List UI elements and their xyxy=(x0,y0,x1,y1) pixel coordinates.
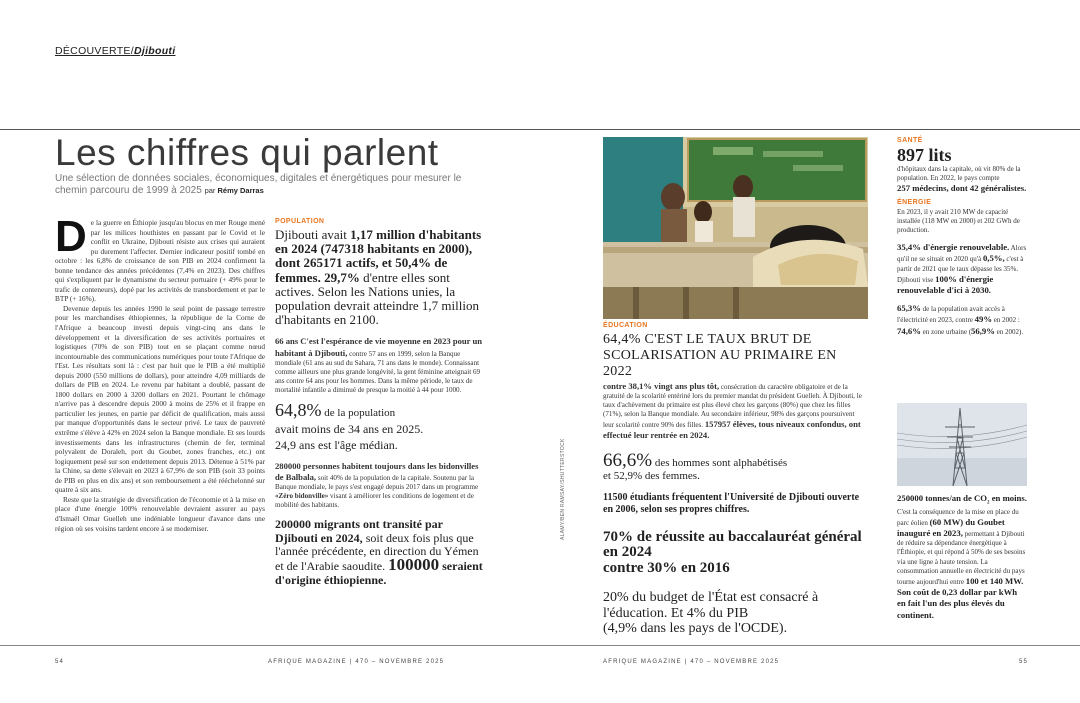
mig-bold-a: 200000 migrants ont transité par Djibouti en 2024, xyxy=(275,517,443,545)
photo-credit: ALAMY/BEN RAMSAY/SHUTTERSTOCK xyxy=(560,438,566,540)
slum-text-a: soit 40% de la population de la capitale. Soutenu par la Banque mondiale, le pays s'est engagé depuis 2017 dans un programme xyxy=(275,474,479,492)
literacy-a: des hommes sont alphabétisés xyxy=(652,456,788,469)
magazine-footer-left: AFRIQUE MAGAZINE | 470 – NOVEMBRE 2025 xyxy=(268,659,445,665)
budget-a: 20% du budget de l'État est consacré à l'éducation. Et 4% du PIB xyxy=(603,590,819,621)
education-tag: ÉDUCATION xyxy=(603,322,648,329)
energie-p2-bold-b: 100% d'énergie renouvelable d'ici à 2030. xyxy=(897,273,994,295)
classroom-photo-illustration xyxy=(603,137,868,319)
education-text xyxy=(603,381,865,442)
literacy-num: 66,6% xyxy=(603,449,653,471)
edu-bold-a: contre 38,1% vingt ans plus tôt, xyxy=(603,381,720,391)
co2-bold-d: 100 et 140 MW. xyxy=(965,576,1024,587)
rubrique-main: DÉCOUVERTE xyxy=(55,45,131,57)
co2-bold-c: (60 MW) du Goubet inauguré en 2023, xyxy=(897,516,1005,538)
migrants-block xyxy=(275,518,485,586)
rubrique-sub: Djibouti xyxy=(133,45,176,57)
edu-bold-b: 157957 élèves, tous niveaux confondus, ont effectué leur rentrée en 2024. xyxy=(603,419,861,441)
bac-b: contre 30% en 2016 xyxy=(603,559,730,576)
co2-sub: 2 xyxy=(987,500,990,506)
energie-p3-d: en 2002). xyxy=(994,327,1024,336)
sante-bold: 257 médecins, dont 42 généralistes. xyxy=(897,183,1027,194)
pop-lead-d: 29,7% xyxy=(324,269,360,285)
young-block xyxy=(275,399,485,453)
page-number-right: 55 xyxy=(1019,659,1029,665)
co2-bold-e: Son coût de 0,23 dollar par kWh en fait l'un des plus élevés du continent. xyxy=(897,587,1018,620)
bottom-rule xyxy=(0,645,1080,646)
author-prefix: par xyxy=(204,185,216,195)
sante-big: 897 lits xyxy=(897,145,952,165)
university-block: 11500 étudiants fréquentent l'Université de Djibouti ouverte en 2006, selon ses propres chiffres. xyxy=(603,491,860,515)
energie-p2-bold: 35,4% d'énergie renouvelable. xyxy=(897,242,1010,253)
energie-p3-c: en zone urbaine ( xyxy=(920,327,972,336)
bac-block xyxy=(603,530,868,577)
young-c: 24,9 ans est l'âge médian. xyxy=(275,437,398,452)
rubrique-sep: / xyxy=(130,45,134,57)
young-a: de la population xyxy=(321,406,396,419)
energie-p2 xyxy=(897,242,1027,296)
power-pylon-photo xyxy=(897,403,1027,486)
life-bold: 66 ans C'est l'espérance de vie moyenne en 2023 pour un habitant à Djibouti, xyxy=(275,336,483,358)
intro-p3: Reste que la stratégie de diversification de l'économie et à la mise en place d'une énergie 100% renouvelable devraient assurer au pays d'Ismaël Omar Guelleh une indéniable longueur d'avance dans une région où ses voisins tardent encore à se moderniser. xyxy=(55,494,265,533)
side-column xyxy=(897,137,1027,337)
dropcap: D xyxy=(55,212,87,261)
energie-p2-num: 0,5%, xyxy=(982,253,1005,264)
education-column xyxy=(603,322,868,637)
intro-column xyxy=(55,212,265,533)
population-column xyxy=(275,218,485,587)
intro-p1-text: e la guerre en Éthiopie jusqu'au blocus en mer Rouge mené par les milices houthistes en passant par le Covid et le conflit en Ukraine, Djibouti résiste aux crises qui auraient pu durement l'affecter. Dernier indicateur positif tombé en octobre : les 6,8% de croissance de son PIB en 2024 confirment la bonne tendance des années précédentes (7,4% en 2023). Des chiffres qui s'expliquent par le dynamisme du secteur portuaire (+ 49% pour le trafic de conteneurs), dopé par les activités de transbordement et par le BTP (+ 16%). xyxy=(55,218,265,304)
life-text: contre 57 ans en 1999, selon la Banque mondiale (61 ans au sud du Sahara, 71 ans dans le monde). Connaissant comme ailleurs une plus grande longévité, la gent féminine atteignait 69 ans contre 64 ans pour les hommes. Dans la même période, le taux de mortalité infantile a diminué de presque la moitié à 44 pour 1000. xyxy=(275,349,481,394)
budget-b: (4,9% dans les pays de l'OCDE). xyxy=(603,621,788,637)
author-name: Rémy Darras xyxy=(217,185,264,195)
co2-block xyxy=(897,493,1027,621)
energie-p1: En 2023, il y avait 210 MW de capacité installée (118 MW en 2000) et 202 GWh de production. xyxy=(897,207,1020,234)
energie-p3-num-c: 56,9% xyxy=(971,325,995,336)
literacy-b: et 52,9% des femmes. xyxy=(603,469,700,482)
energie-p3-num-b: 74,6% xyxy=(897,325,921,336)
co2-b: permettant à Djibouti de réduire sa dépendance énergétique à l'Éthiopie, et qui répond à 50% de ses besoins via une ligne à haute tension. La consommation annuelle en électricité du pays tourne aujourd'hui entre xyxy=(897,530,1026,587)
young-b: avait moins de 34 ans en 2025. xyxy=(275,421,424,436)
page-number-left: 54 xyxy=(55,659,65,665)
literacy-block xyxy=(603,449,868,483)
energie-p3-num-a: 49% xyxy=(974,314,993,325)
population-tag: POPULATION xyxy=(275,218,325,225)
energie-p3-a: de la population avait accès à l'électricité en 2023, contre xyxy=(897,305,1005,325)
section-breadcrumb xyxy=(55,45,175,57)
energie-p2-a: Alors qu'il ne se situait en 2020 qu'à xyxy=(897,244,1027,264)
life-expectancy-block xyxy=(275,336,485,395)
sante-text: d'hôpitaux dans la capitale, où vit 80% de la population. En 2022, le pays compte xyxy=(897,165,1021,183)
pop-lead-b: 1,17 million d'habitants en 2024 (747318 habitants en 2000), dont 265171 actifs, et 50,4% de femmes. xyxy=(275,227,482,285)
power-pylon-illustration xyxy=(897,403,1027,486)
co2-a: C'est la conséquence de la mise en place du parc éolien xyxy=(897,507,1019,527)
education-headline: 64,4% C'EST LE TAUX BRUT DE SCOLARISATION AU PRIMAIRE EN 2022 xyxy=(603,332,837,379)
co2-bold-b: en moins. xyxy=(989,493,1027,503)
energie-tag: ÉNERGIE xyxy=(897,198,932,206)
pop-lead-e: d'entre elles sont actives. Selon les Nations unies, la population devrait atteindre 1,7 million d'habitants en 2100. xyxy=(275,269,479,328)
pop-lead-a: Djibouti avait xyxy=(275,227,351,242)
magazine-footer-right: AFRIQUE MAGAZINE | 470 – NOVEMBRE 2025 xyxy=(603,659,780,665)
co2-bold: 250000 tonnes/an de CO xyxy=(897,493,988,503)
young-num: 64,8% xyxy=(275,399,322,420)
budget-block xyxy=(603,590,868,637)
top-rule xyxy=(0,129,1080,130)
mig-num: 100000 xyxy=(388,555,440,575)
energie-p2-b: c'est à partir de 2021 que le taux dépasse les 35%. Djibouti vise xyxy=(897,255,1024,284)
article-title: Les chiffres qui parlent xyxy=(55,132,439,173)
intro-p1 xyxy=(55,212,265,304)
mig-bold-b: seraient d'origine éthiopienne. xyxy=(275,559,483,587)
article-subtitle xyxy=(55,173,485,196)
slum-block xyxy=(275,461,485,510)
subtitle-text: Une sélection de données sociales, économiques, digitales et énergétiques pour mesurer le chemin parcouru de 1999 à 2025 xyxy=(55,173,462,196)
classroom-photo xyxy=(603,137,868,319)
intro-p2: Devenue depuis les années 1990 le seul point de passage terrestre pour les marchandises éthiopiennes, la république de la Corne de l'Afrique a beaucoup investi depuis vingt-cinq ans dans le développement et la diversification de ses activités portuaires et logistiques (70% de son PIB) tout en se plaçant comme nœud incontournable des communications numériques pour toute l'Afrique de l'Est. Les résultats sont là : c'est par huit que le PIB a été multiplié depuis 2000 (550 millions de dollars), pour atteindre 4,09 milliards de dollars de PIB en 2024. Le revenu par habitant a doublé, passant de 1800 dollars en 2000 à 3200 dollars en 2021. Pourtant le chômage n'arrive pas à descendre depuis 2000 à moins de 25% et il frappe en particulier les jeunes, en partie par déficit de qualification, mais aussi par manque d'opportunités dans le secteur privé. Le taux de pauvreté extrême s'élève à 42% en 2024 selon la Banque mondiale. Et ses lourds investissements dans les infrastructures (chemin de fer, terminal polyvalent de Doraleh, port du Goubet, zones franches, etc.) ont logiquement pesé sur son endettement depuis 2013. Détenue à 51% par la Chine, sa dette s'élevait en 2023 à 67,9% de son PIB (soit 33 points de PIB en plus en dix ans) et son remboursement a été rééchelonné sur quatre à six ans. xyxy=(55,303,265,495)
sante-tag: SANTÉ xyxy=(897,137,923,144)
slum-text-b: visant à améliorer les conditions de logement et de mobilité des habitants. xyxy=(275,492,474,510)
energie-p3-b: en 2002 : xyxy=(992,316,1020,325)
energie-p3 xyxy=(897,303,1027,337)
energie-p3-bold: 65,3% xyxy=(897,303,921,314)
bac-a: 70% de réussite au baccalauréat général en 2024 xyxy=(603,528,862,561)
slum-prog: «Zéro bidonville» xyxy=(275,492,329,501)
edu-text-a: consécration du caractère obligatoire et de la gratuité de la scolarité entériné lors du premier mandat du président Guelleh. À Djibouti, le taux d'achèvement du primaire est plus élevé chez les garçons (80%) que chez les filles (71%), selon la Banque mondiale. Au secondaire inférieur, 98% des garçons poursuivent leur scolarité contre 90% des filles. xyxy=(603,383,862,430)
population-lead xyxy=(275,228,485,327)
mig-text: soit deux fois plus que l'année précédente, en direction du Yémen et de l'Arabie saoudite. xyxy=(275,530,479,574)
slum-bold: 280000 personnes habitent toujours dans les bidonvilles de Balbala, xyxy=(275,460,479,483)
